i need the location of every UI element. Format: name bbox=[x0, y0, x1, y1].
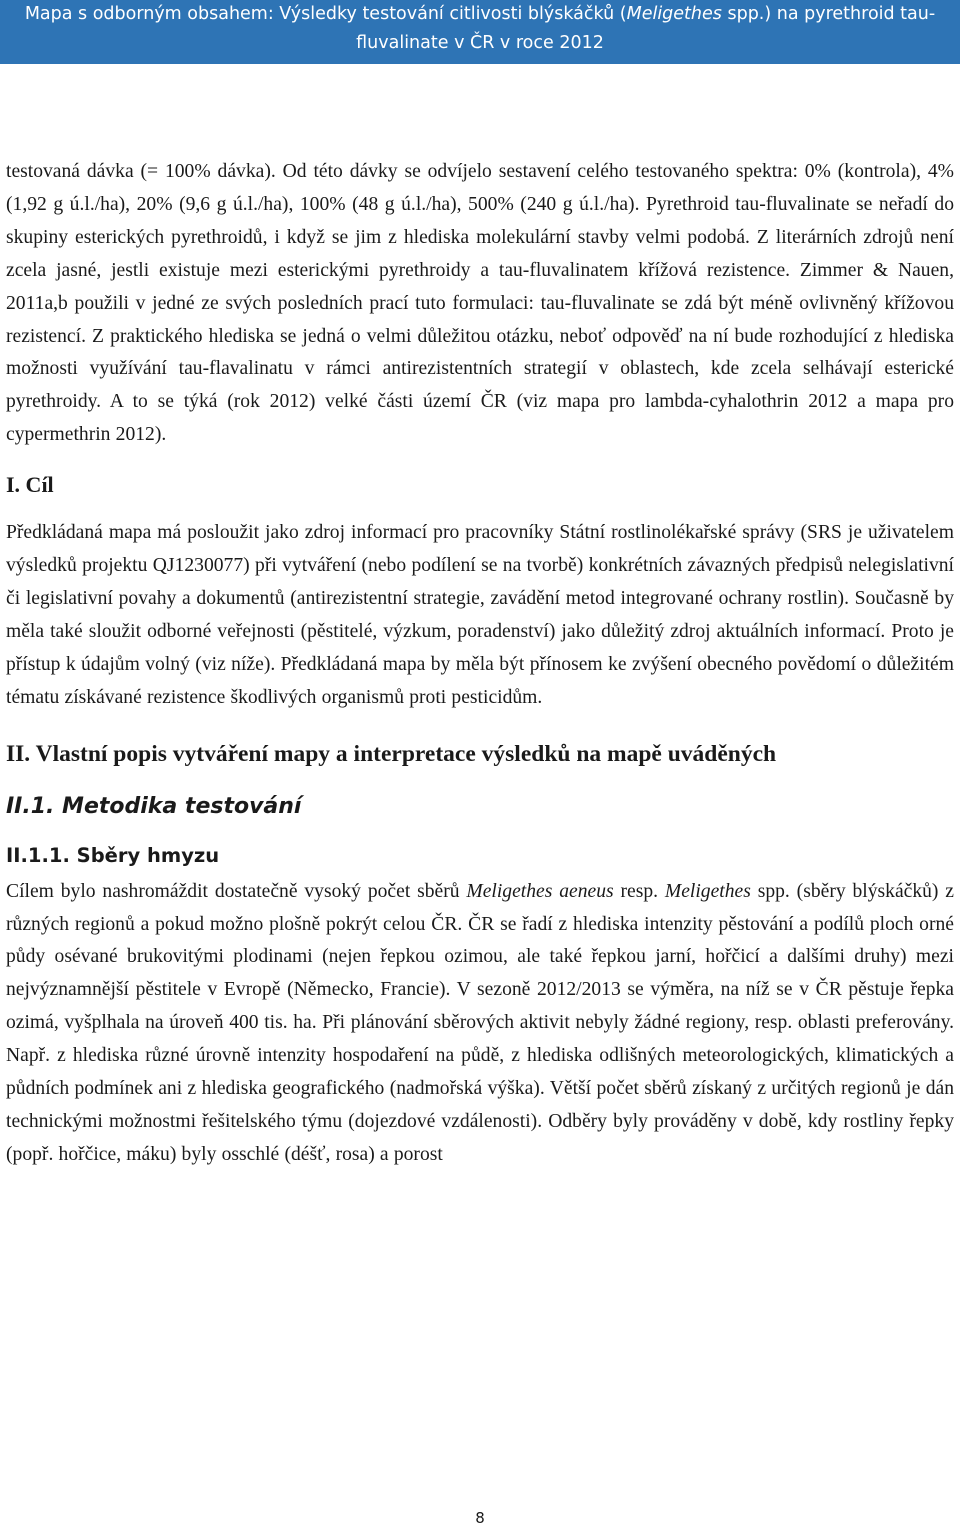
header-genus: Meligethes bbox=[626, 4, 722, 24]
sbery-text-1: Cílem bylo nashromáždit dostatečně vysoký počet sběrů bbox=[6, 880, 467, 902]
header-title-line-1 bbox=[0, 0, 960, 29]
sbery-text-2: resp. bbox=[613, 880, 665, 902]
intro-paragraph: testovaná dávka (= 100% dávka). Od této dávky se odvíjelo sestavení celého testovaného spektra: 0% (kontrola), 4% (1,92 g ú.l./ha), 20% (9,6 g ú.l./ha), 100% (48 g ú.l./ha), 500% (240 g ú.l./ha). Pyrethroid tau-fluvalinate se neřadí do skupiny esterických pyrethroidů, i když se jim z hlediska molekulární stavby velmi podobá. Z literárních zdrojů není zcela jasné, jestli existuje mezi esterickými pyrethroidy a tau-fluvalinatem křížová rezistence. Zimmer & Nauen, 2011a,b použili v jedné ze svých posledních prací tuto formulaci: tau-fluvalinate se zdá být méně ovlivněný křížovou rezistencí. Z praktického hlediska se jedná o velmi důležitou otázku, neboť odpověď na ní bude rozhodující z hlediska možnosti využívání tau-flavalinatu v rámci antirezistentních strategií v oblastech, kde zcela selhávají esterické pyrethroidy. A to se týká (rok 2012) velké části území ČR (viz mapa pro lambda-cyhalothrin 2012 a mapa pro cypermethrin 2012). bbox=[6, 161, 954, 446]
species-name: Meligethes aeneus bbox=[466, 880, 614, 902]
heading-popis: II. Vlastní popis vytváření mapy a interpretace výsledků na mapě uváděných bbox=[6, 740, 777, 767]
sbery-text-3: spp. (sběry blýskáčků) z různých regionů a pokud možno plošně pokrýt celou ČR. ČR se řadí z hlediska intenzity pěstování a podílů ploch orné půdy osévané brukovitými plodinami (nejen řepkou ozimou, ale také řepkou jarní, hořčicí a dalšími druhy) mezi nejvýznamnější pěstitele v Evropě (Německo, Francie). V sezoně 2012/2013 se výměra, na níž se v ČR pěstuje řepka ozimá, vyšplhala na úroveň 400 tis. ha. Při plánování sběrových aktivit nebyly žádné regiony, resp. oblasti preferovány. Např. z hlediska různé úrovně intenzity hospodaření na půdě, z hlediska odlišných meteorologických, klimatických a půdních podmínek ani z hlediska geografického (nadmořská výška). Větší počet sběrů získaný z určitých regionů je dán technickými možnostmi řešitelského týmu (dojezdové vzdálenosti). Odběry byly prováděny v době, kdy rostliny řepky (popř. hořčice, máku) byly osschlé (déšť, rosa) a porost bbox=[6, 880, 955, 1165]
header-title-text: Mapa s odborným obsahem: Výsledky testování citlivosti blýskáčků ( bbox=[24, 4, 627, 24]
sbery-paragraph bbox=[6, 876, 954, 1172]
genus-name: Meligethes bbox=[664, 880, 751, 902]
heading-cil: I. Cíl bbox=[6, 472, 54, 498]
cil-paragraph: Předkládaná mapa má posloužit jako zdroj informací pro pracovníky Státní rostlinolékařské správy (SRS je uživatelem výsledků projektu QJ1230077) při vytváření (nebo podílení se na tvorbě) konkrétních závazných předpisů nelegislativní či legislativní povahy a dokumentů (antirezistentní strategie, zavádění metod integrované ochrany rostlin). Současně by měla také sloužit odborné veřejnosti (pěstitelé, výzkum, poradenství) jako důležitý zdroj aktuálních informací. Proto je přístup k údajům volný (viz níže). Předkládaná mapa by měla být přínosem ke zvýšení obecného povědomí o důležitém tématu získávané rezistence škodlivých organismů proti pesticidům. bbox=[6, 522, 954, 708]
heading-sbery: II.1.1. Sběry hmyzu bbox=[6, 843, 220, 867]
header-title-line-2: fluvalinate v ČR v roce 2012 bbox=[356, 33, 604, 53]
heading-metodika: II.1. Metodika testování bbox=[6, 793, 302, 819]
page-header bbox=[0, 0, 960, 64]
header-title-text-end: spp.) na pyrethroid tau- bbox=[721, 4, 936, 24]
document-body bbox=[6, 156, 954, 1172]
page-number: 8 bbox=[475, 1509, 485, 1527]
